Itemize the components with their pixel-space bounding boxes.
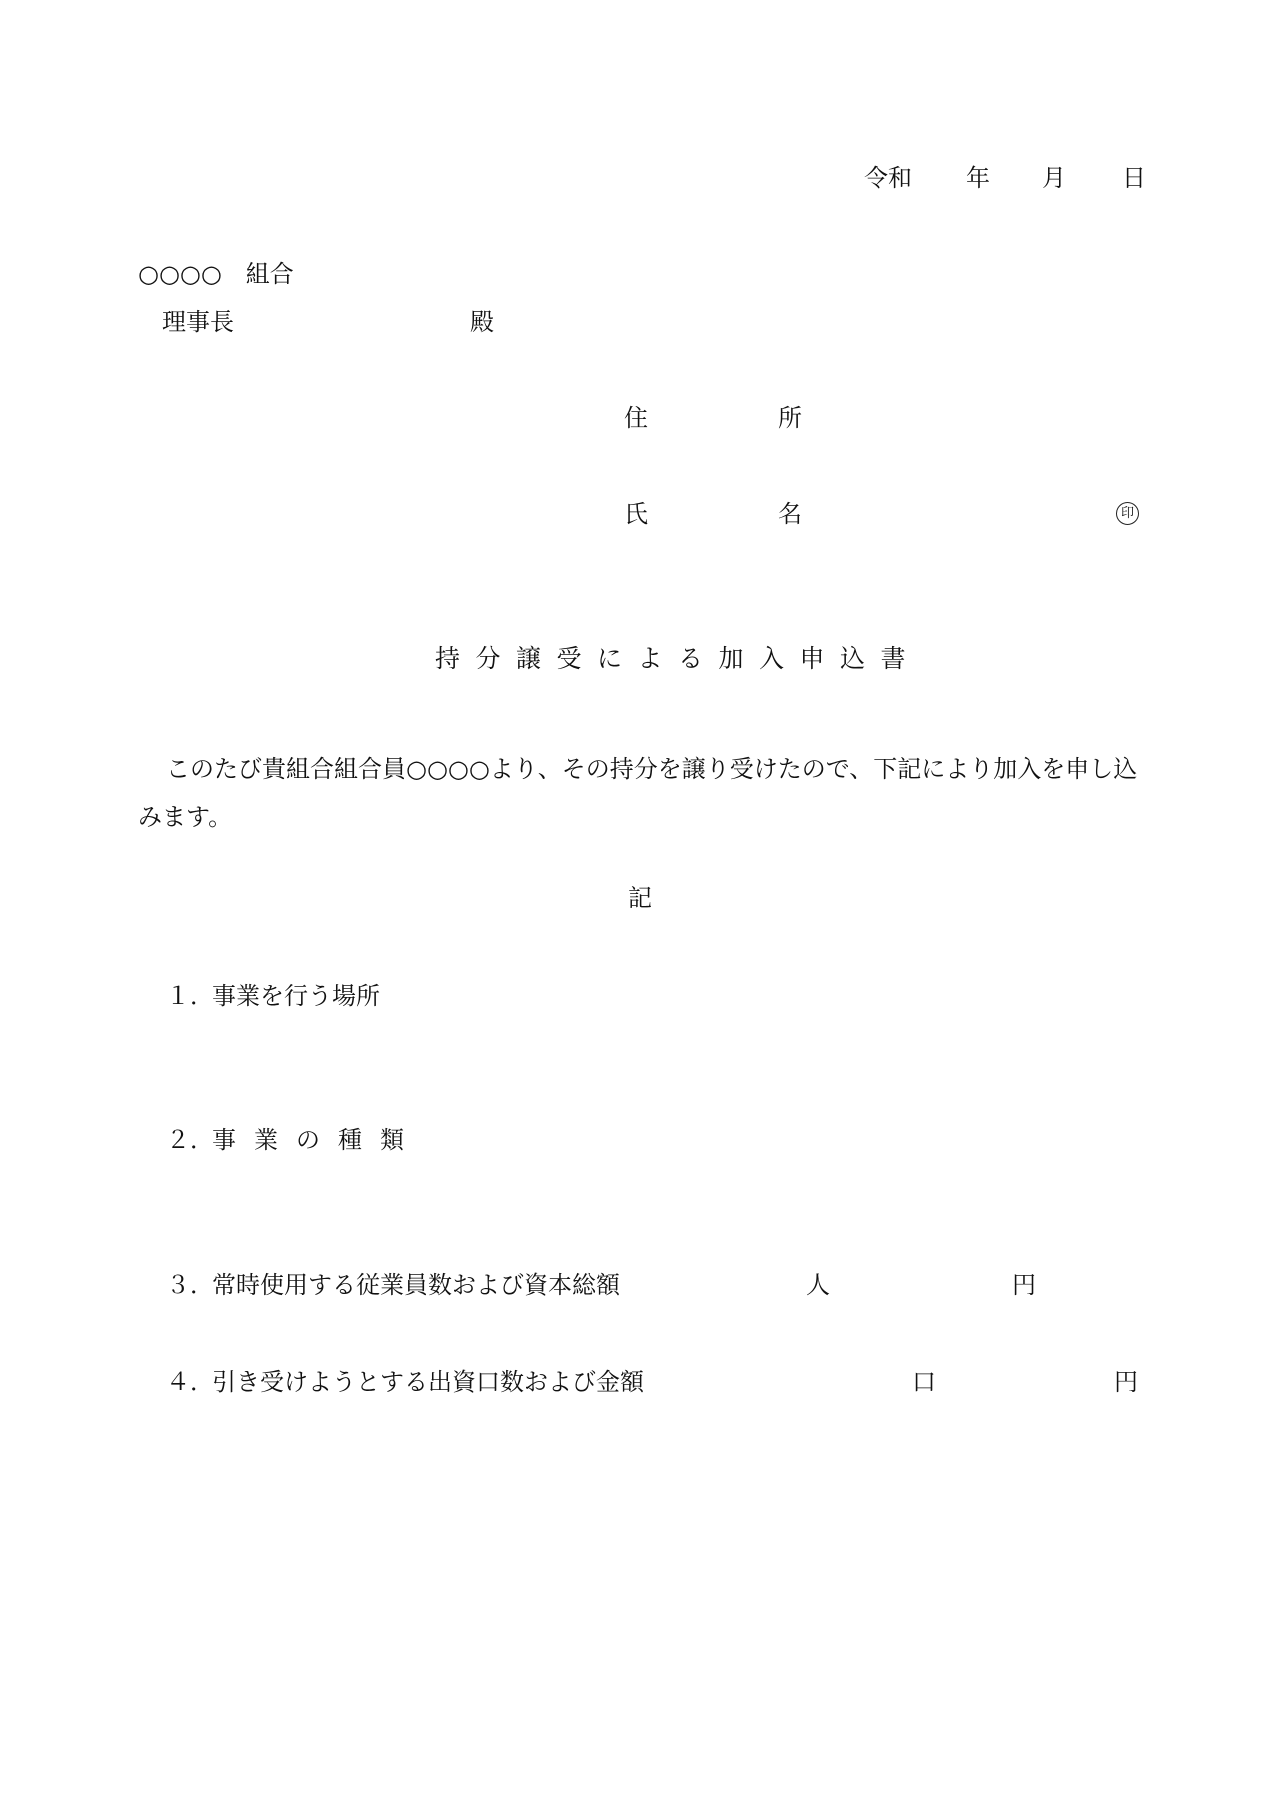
record-heading: 記 xyxy=(628,884,652,912)
item-2-label: 事業の種類 xyxy=(212,1126,422,1154)
document-title: 持分譲受による加入申込書 xyxy=(435,644,922,673)
item-3-unit-people: 人 xyxy=(806,1271,830,1299)
item-3-number: ３． xyxy=(166,1271,214,1299)
item-4-unit-yen: 円 xyxy=(1114,1368,1138,1396)
item-1-label: 事業を行う場所 xyxy=(212,982,380,1010)
date-day: 日 xyxy=(1122,164,1146,192)
date-year: 年 xyxy=(966,164,990,192)
item-4-number: ４． xyxy=(166,1368,214,1396)
item-2-number: ２． xyxy=(166,1126,214,1154)
item-4-unit-shares: 口 xyxy=(912,1368,936,1396)
address-label-1: 住 xyxy=(624,404,648,432)
addressee-honorific: 殿 xyxy=(470,308,494,336)
name-label-1: 氏 xyxy=(624,500,648,528)
item-3-unit-yen: 円 xyxy=(1012,1271,1036,1299)
body-paragraph: このたび貴組合組合員○○○○より、その持分を譲り受けたので、下記により加入を申し込みます。 xyxy=(138,755,1138,831)
seal-mark-icon: 印 xyxy=(1116,502,1139,525)
addressee-organization: ○○○○ 組合 xyxy=(138,260,294,288)
item-3-label: 常時使用する従業員数および資本総額 xyxy=(212,1271,620,1299)
addressee-position: 理事長 xyxy=(162,308,234,336)
address-label-2: 所 xyxy=(778,404,802,432)
date-era: 令和 xyxy=(864,164,912,192)
item-1-number: １． xyxy=(166,982,214,1010)
item-4-label: 引き受けようとする出資口数および金額 xyxy=(212,1368,644,1396)
date-month: 月 xyxy=(1042,164,1066,192)
name-label-2: 名 xyxy=(778,500,802,528)
